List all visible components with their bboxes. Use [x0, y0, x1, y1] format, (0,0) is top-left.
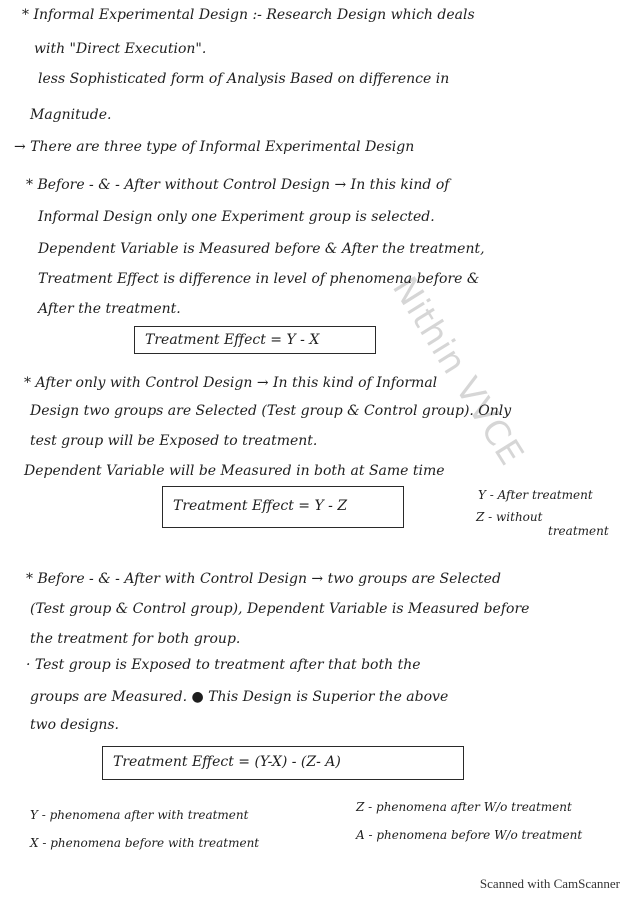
note-text: Z - without — [476, 510, 543, 524]
text-line: the treatment for both group. — [30, 631, 241, 647]
formula-text: Treatment Effect = Y - X — [145, 332, 320, 348]
text-line: (Test group & Control group), Dependent Variable is Measured before — [30, 601, 530, 617]
formula-box — [134, 326, 376, 354]
text-line: Treatment Effect is difference in level of phenomena before & — [38, 271, 480, 287]
formula-text: Treatment Effect = Y - Z — [173, 498, 348, 514]
text-line: Informal Design only one Experiment group is selected. — [38, 209, 435, 225]
formula-box — [102, 746, 464, 780]
text-line: two designs. — [30, 717, 120, 733]
note-text: Y - phenomena after with treatment — [30, 808, 249, 822]
note-text: A - phenomena before W/o treatment — [356, 828, 583, 842]
text-line: After the treatment. — [38, 301, 181, 317]
text-line: Design two groups are Selected (Test group & Control group). Only — [30, 403, 512, 419]
scanner-footer: Scanned with CamScanner — [479, 876, 620, 891]
text-line: * Before - & - After without Control Design → In this kind of — [26, 177, 450, 193]
note-text: Y - After treatment — [478, 488, 593, 502]
note-text: Z - phenomena after W/o treatment — [356, 800, 572, 814]
formula-box — [162, 486, 404, 528]
text-line: Dependent Variable will be Measured in both at Same time — [24, 463, 445, 479]
text-line: groups are Measured. ● This Design is Superior the above — [30, 689, 449, 705]
text-line: Dependent Variable is Measured before & After the treatment, — [38, 241, 485, 257]
note-text: X - phenomena before with treatment — [30, 836, 260, 850]
text-line: with "Direct Execution". — [34, 41, 207, 57]
formula-text: Treatment Effect = (Y-X) - (Z- A) — [113, 754, 341, 770]
text-line: less Sophisticated form of Analysis Based on difference in — [38, 71, 450, 87]
text-line: · Test group is Exposed to treatment after that both the — [26, 657, 421, 673]
text-line: test group will be Exposed to treatment. — [30, 433, 318, 449]
watermark-text: Nithin VVCE — [384, 270, 532, 473]
text-line: * After only with Control Design → In this kind of Informal — [24, 375, 438, 391]
note-text: treatment — [548, 524, 609, 538]
text-line: * Before - & - After with Control Design → two groups are Selected — [26, 571, 501, 587]
text-line: → There are three type of Informal Experimental Design — [14, 139, 415, 155]
text-line: Magnitude. — [30, 107, 112, 123]
text-line: * Informal Experimental Design :- Research Design which deals — [22, 7, 475, 23]
